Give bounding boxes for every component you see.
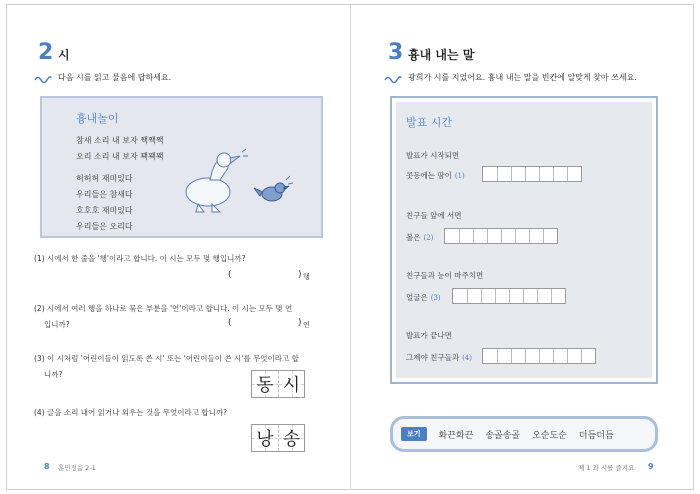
blank-cell[interactable]	[497, 349, 511, 363]
instruction-right-text: 광희가 시를 지었어요. 흉내 내는 말을 빈칸에 알맞게 찾아 쓰세요.	[408, 73, 637, 82]
answer-blank-4[interactable]	[482, 348, 596, 364]
page-number-right: 9	[648, 462, 654, 471]
blank-cell[interactable]	[543, 229, 557, 243]
pencil-wave-icon	[34, 73, 52, 83]
question-2-text: (2) 시에서 여러 행을 하나로 묶은 부분을 '연'이라고 합니다. 이 시는 모두 몇 연	[34, 304, 293, 313]
blank-number: (1)	[454, 172, 465, 180]
blank-cell[interactable]	[523, 289, 537, 303]
blank-cell[interactable]	[453, 289, 467, 303]
stanza-line: 볼은 (2)	[406, 233, 434, 242]
instruction-left	[34, 72, 171, 83]
blank-cell[interactable]	[495, 289, 509, 303]
blank-cell[interactable]	[539, 167, 553, 181]
answer-blank-3[interactable]	[452, 288, 566, 304]
poem-frame	[390, 96, 658, 384]
blank-cell[interactable]	[459, 229, 473, 243]
section-title-right: 흉내 내는 말	[408, 48, 475, 62]
example-word: 화끈화끈	[438, 430, 474, 441]
blank-cell[interactable]	[481, 289, 495, 303]
example-word-box	[390, 416, 658, 452]
section-number-left: 2	[38, 40, 54, 65]
answer-close: )	[298, 318, 302, 328]
example-word: 오순도순	[532, 430, 567, 441]
poem-line: 호호호 재미있다	[76, 206, 133, 215]
poem-line: 참새 소리 내 보자 짹짹짹	[76, 136, 164, 145]
poem-line: 허허허 재미있다	[76, 174, 133, 183]
blank-cell[interactable]	[473, 229, 487, 243]
char-cell: 시	[278, 371, 304, 397]
page-number-left: 8	[44, 462, 50, 471]
blank-number: (2)	[423, 234, 434, 242]
stanza-line: 콧등에는 땀이 (1)	[406, 171, 465, 180]
question-4-text: (4) 글을 소리 내어 읽거나 외우는 것을 무엇이라고 합니까?	[34, 408, 228, 417]
blank-cell[interactable]	[567, 349, 581, 363]
stanza-line: 친구들 앞에 서면	[406, 211, 462, 220]
poem-line: 우리들은 참새다	[76, 190, 133, 199]
instruction-right	[384, 72, 637, 83]
question-2-text-cont: 입니까?	[44, 320, 70, 329]
poem-line: 오리 소리 내 보자 꽥꽥꽥	[76, 152, 164, 161]
blank-cell[interactable]	[553, 349, 567, 363]
blank-cell[interactable]	[525, 349, 539, 363]
page-divider	[350, 4, 351, 490]
answer-char-grid	[251, 370, 305, 398]
blank-cell[interactable]	[467, 289, 481, 303]
answer-open: (	[228, 318, 232, 328]
blank-cell[interactable]	[581, 349, 595, 363]
answer-blank-1[interactable]	[482, 166, 582, 182]
example-badge: 보기	[401, 427, 427, 441]
char-cell: 송	[278, 425, 304, 451]
blank-cell[interactable]	[551, 289, 565, 303]
blank-cell[interactable]	[483, 349, 497, 363]
answer-close: )	[298, 270, 302, 280]
blank-cell[interactable]	[515, 229, 529, 243]
blank-cell[interactable]	[537, 289, 551, 303]
poem-title: 흉내놀이	[76, 112, 119, 125]
footer-text-right: 제 1 과 시를 즐겨요	[578, 464, 635, 472]
blank-cell[interactable]	[511, 349, 525, 363]
pencil-wave-icon	[384, 73, 402, 83]
blank-cell[interactable]	[509, 289, 523, 303]
footer-text-left: 훈민정음 2-1	[58, 464, 96, 472]
blank-cell[interactable]	[483, 167, 497, 181]
instruction-left-text: 다음 시를 읽고 물음에 답하세요.	[58, 73, 172, 82]
stanza-line: 그제야 친구들과 (4)	[406, 353, 473, 362]
stanza-line: 발표가 시작되면	[406, 151, 460, 160]
blank-cell[interactable]	[445, 229, 459, 243]
blank-cell[interactable]	[529, 229, 543, 243]
section-title-left: 시	[58, 48, 70, 62]
answer-blank-2[interactable]	[444, 228, 558, 244]
char-cell: 동	[252, 371, 278, 397]
answer-open: (	[228, 270, 232, 280]
answer-char-grid	[251, 424, 305, 452]
duck-and-sparrow-illustration	[180, 146, 300, 226]
blank-cell[interactable]	[487, 229, 501, 243]
stanza-line: 발표가 끝나면	[406, 331, 452, 340]
poem-frame-inner	[396, 102, 652, 378]
blank-cell[interactable]	[511, 167, 525, 181]
blank-cell[interactable]	[553, 167, 567, 181]
blank-cell[interactable]	[525, 167, 539, 181]
blank-cell[interactable]	[539, 349, 553, 363]
example-word: 송골송골	[485, 430, 521, 441]
question-1-text: (1) 시에서 한 줄을 '행'이라고 합니다. 이 시는 모두 몇 행입니까?	[34, 254, 246, 263]
answer-unit: 행	[303, 273, 310, 281]
char-cell: 낭	[252, 425, 278, 451]
stanza-line: 얼굴은 (3)	[406, 293, 441, 302]
question-3-text: (3) 이 시처럼 '어린이들이 읽도록 쓴 시' 또는 '어린이들이 쓴 시'를 무엇이라고 합	[34, 354, 299, 363]
blank-number: (3)	[430, 294, 441, 302]
example-word: 더듬더듬	[578, 430, 614, 441]
blank-cell[interactable]	[497, 167, 511, 181]
blank-cell[interactable]	[501, 229, 515, 243]
poem-box	[40, 96, 323, 238]
stanza-line: 친구들과 눈이 마주치면	[406, 271, 484, 280]
answer-unit: 연	[303, 321, 310, 329]
question-3-text-cont: 니까?	[44, 370, 63, 379]
section-number-right: 3	[388, 40, 404, 65]
poem-title-right: 발표 시간	[406, 116, 453, 129]
blank-cell[interactable]	[567, 167, 581, 181]
poem-line: 우리들은 오리다	[76, 222, 133, 231]
blank-number: (4)	[462, 354, 473, 362]
